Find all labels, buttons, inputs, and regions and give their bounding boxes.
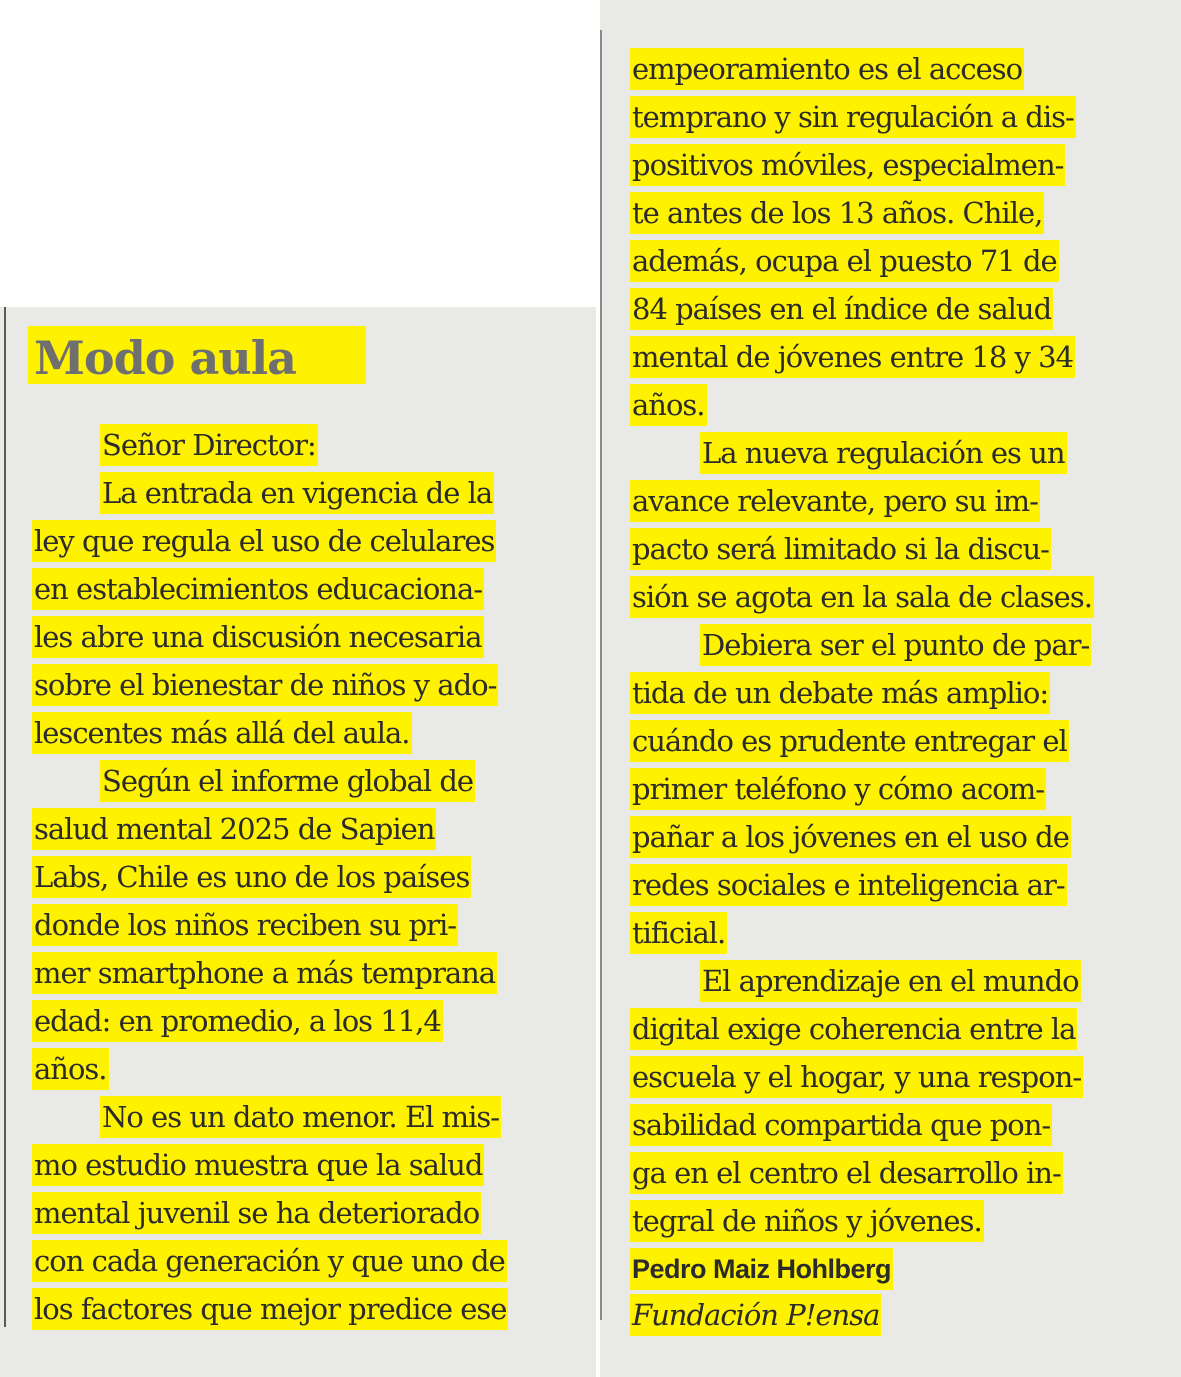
text-line: les abre una discusión necesaria	[32, 616, 484, 658]
signature-name: Pedro Maiz Hohlberg	[630, 1248, 893, 1290]
text-line: ga en el centro el desarrollo in-	[630, 1152, 1063, 1194]
text-line: cuándo es prudente entregar el	[630, 720, 1069, 762]
text-line: años.	[630, 384, 707, 426]
text-line: digital exige coherencia entre la	[630, 1008, 1077, 1050]
text-line: Labs, Chile es uno de los países	[32, 856, 471, 898]
column-rule	[4, 307, 6, 1327]
text-line: mer smartphone a más temprana	[32, 952, 497, 994]
text-line: mental juvenil se ha deteriorado	[32, 1192, 481, 1234]
text-line: primer teléfono y cómo acom-	[630, 768, 1046, 810]
text-line: tegral de niños y jóvenes.	[630, 1200, 984, 1242]
text-line: los factores que mejor predice ese	[32, 1288, 508, 1330]
text-line: redes sociales e inteligencia ar-	[630, 864, 1067, 906]
text-line: mental de jóvenes entre 18 y 34	[630, 336, 1075, 378]
text-line: La entrada en vigencia de la	[100, 472, 494, 514]
text-line: sobre el bienestar de niños y ado-	[32, 664, 498, 706]
signature-organization: Fundación P!ensa	[630, 1294, 881, 1336]
text-line: Debiera ser el punto de par-	[700, 624, 1091, 666]
text-line: mo estudio muestra que la salud	[32, 1144, 484, 1186]
text-line: edad: en promedio, a los 11,4	[32, 1000, 443, 1042]
article-title: Modo aula	[34, 331, 296, 385]
text-line: sabilidad compartida que pon-	[630, 1104, 1052, 1146]
text-line: Según el informe global de	[100, 760, 475, 802]
text-line: con cada generación y que uno de	[32, 1240, 507, 1282]
text-line: escuela y el hogar, y una respon-	[630, 1056, 1083, 1098]
text-line: tida de un debate más amplio:	[630, 672, 1050, 714]
text-line: sión se agota en la sala de clases.	[630, 576, 1094, 618]
text-line: te antes de los 13 años. Chile,	[630, 192, 1044, 234]
text-line: positivos móviles, especialmen-	[630, 144, 1065, 186]
text-line: además, ocupa el puesto 71 de	[630, 240, 1059, 282]
text-line: pacto será limitado si la discu-	[630, 528, 1051, 570]
text-line: tificial.	[630, 912, 727, 954]
text-line: años.	[32, 1048, 109, 1090]
text-line: 84 países en el índice de salud	[630, 288, 1053, 330]
text-line: El aprendizaje en el mundo	[700, 960, 1081, 1002]
text-line: en establecimientos educaciona-	[32, 568, 484, 610]
text-line: donde los niños reciben su pri-	[32, 904, 458, 946]
text-line: lescentes más allá del aula.	[32, 712, 412, 754]
text-line: No es un dato menor. El mis-	[100, 1096, 501, 1138]
text-line: salud mental 2025 de Sapien	[32, 808, 436, 850]
greeting: Señor Director:	[100, 424, 318, 466]
text-line: pañar a los jóvenes en el uso de	[630, 816, 1071, 858]
text-line: ley que regula el uso de celulares	[32, 520, 496, 562]
text-line: empeoramiento es el acceso	[630, 48, 1024, 90]
text-line: temprano y sin regulación a dis-	[630, 96, 1076, 138]
text-line: La nueva regulación es un	[700, 432, 1067, 474]
column-rule	[600, 30, 602, 1320]
text-line: avance relevante, pero su im-	[630, 480, 1040, 522]
